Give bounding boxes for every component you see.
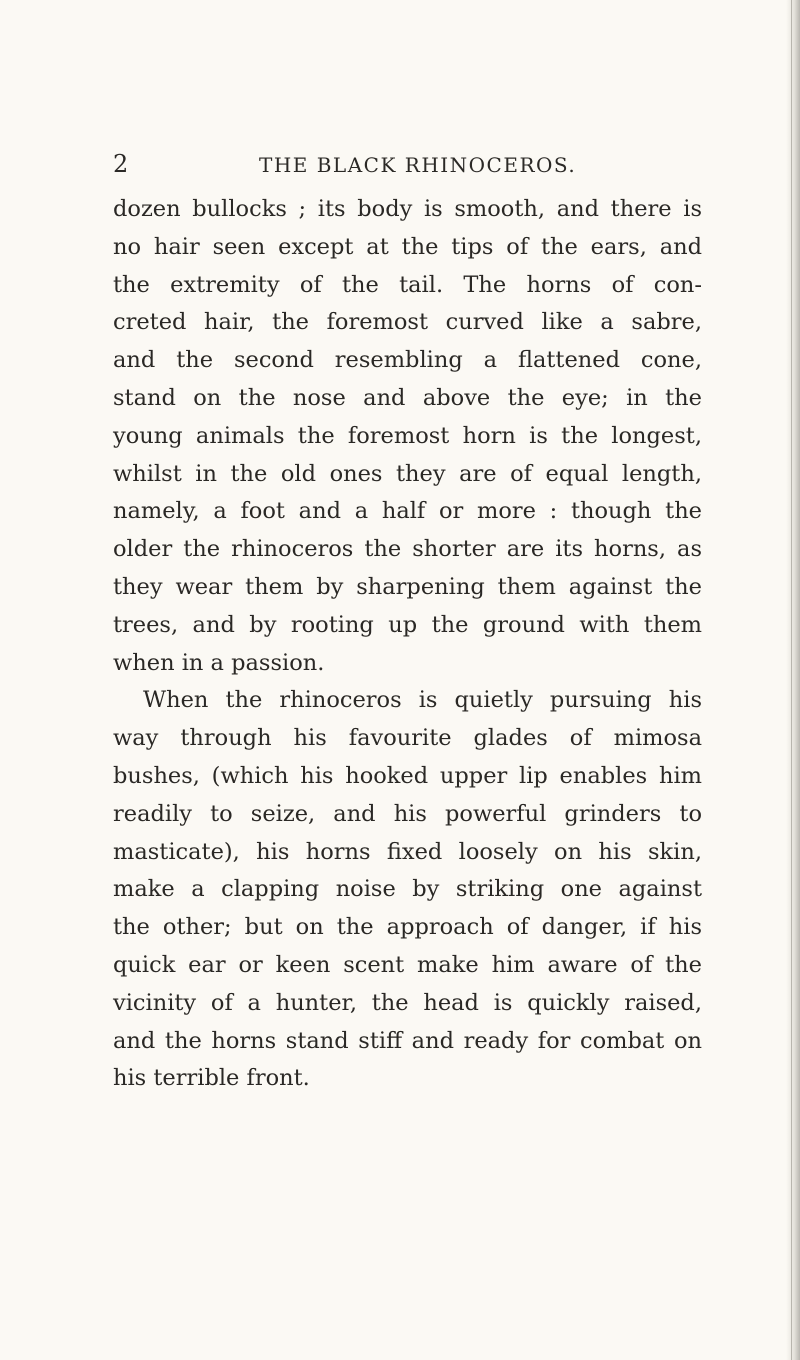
page-number: 2 bbox=[113, 150, 129, 178]
text-line: vicinity of a hunter, the head is quickly raised, bbox=[113, 989, 702, 1016]
text-line: masticate), his horns fixed loosely on his skin, bbox=[113, 838, 702, 865]
text-line: When the rhinoceros is quietly pursuing his bbox=[143, 687, 702, 714]
page-edge-line bbox=[791, 0, 792, 1360]
text-line: make a clapping noise by striking one against bbox=[113, 876, 702, 903]
text-line: quick ear or keen scent make him aware of the bbox=[113, 951, 702, 978]
page-edge-shadow bbox=[786, 0, 800, 1360]
text-line: and the second resembling a flattened cone, bbox=[113, 347, 702, 374]
text-line: readily to seize, and his powerful grinders to bbox=[113, 800, 702, 827]
text-line: trees, and by rooting up the ground with them bbox=[113, 611, 702, 638]
text-line: dozen bullocks ; its body is smooth, and there is bbox=[113, 196, 702, 222]
text-line: creted hair, the foremost curved like a sabre, bbox=[113, 309, 702, 336]
text-line: young animals the foremost horn is the longest, bbox=[113, 422, 702, 449]
text-line: the extremity of the tail. The horns of con- bbox=[113, 271, 702, 298]
text-line: older the rhinoceros the shorter are its horns, as bbox=[113, 536, 702, 563]
page-header bbox=[113, 150, 699, 180]
text-line: they wear them by sharpening them against the bbox=[113, 573, 702, 600]
text-line: namely, a foot and a half or more : though the bbox=[113, 498, 702, 525]
text-line: no hair seen except at the tips of the ears, and bbox=[113, 233, 702, 260]
text-line: way through his favourite glades of mimosa bbox=[113, 725, 702, 752]
text-line: the other; but on the approach of danger, if his bbox=[113, 914, 702, 941]
body-text bbox=[113, 191, 702, 1098]
text-line: when in a passion. bbox=[113, 649, 325, 676]
text-line: his terrible front. bbox=[113, 1065, 310, 1092]
running-head: THE BLACK RHINOCEROS. bbox=[259, 153, 577, 177]
text-line: whilst in the old ones they are of equal length, bbox=[113, 460, 702, 487]
text-line: stand on the nose and above the eye; in the bbox=[113, 384, 702, 411]
text-line: and the horns stand stiff and ready for combat on bbox=[113, 1027, 702, 1054]
text-line: bushes, (which his hooked upper lip enables him bbox=[113, 762, 702, 789]
